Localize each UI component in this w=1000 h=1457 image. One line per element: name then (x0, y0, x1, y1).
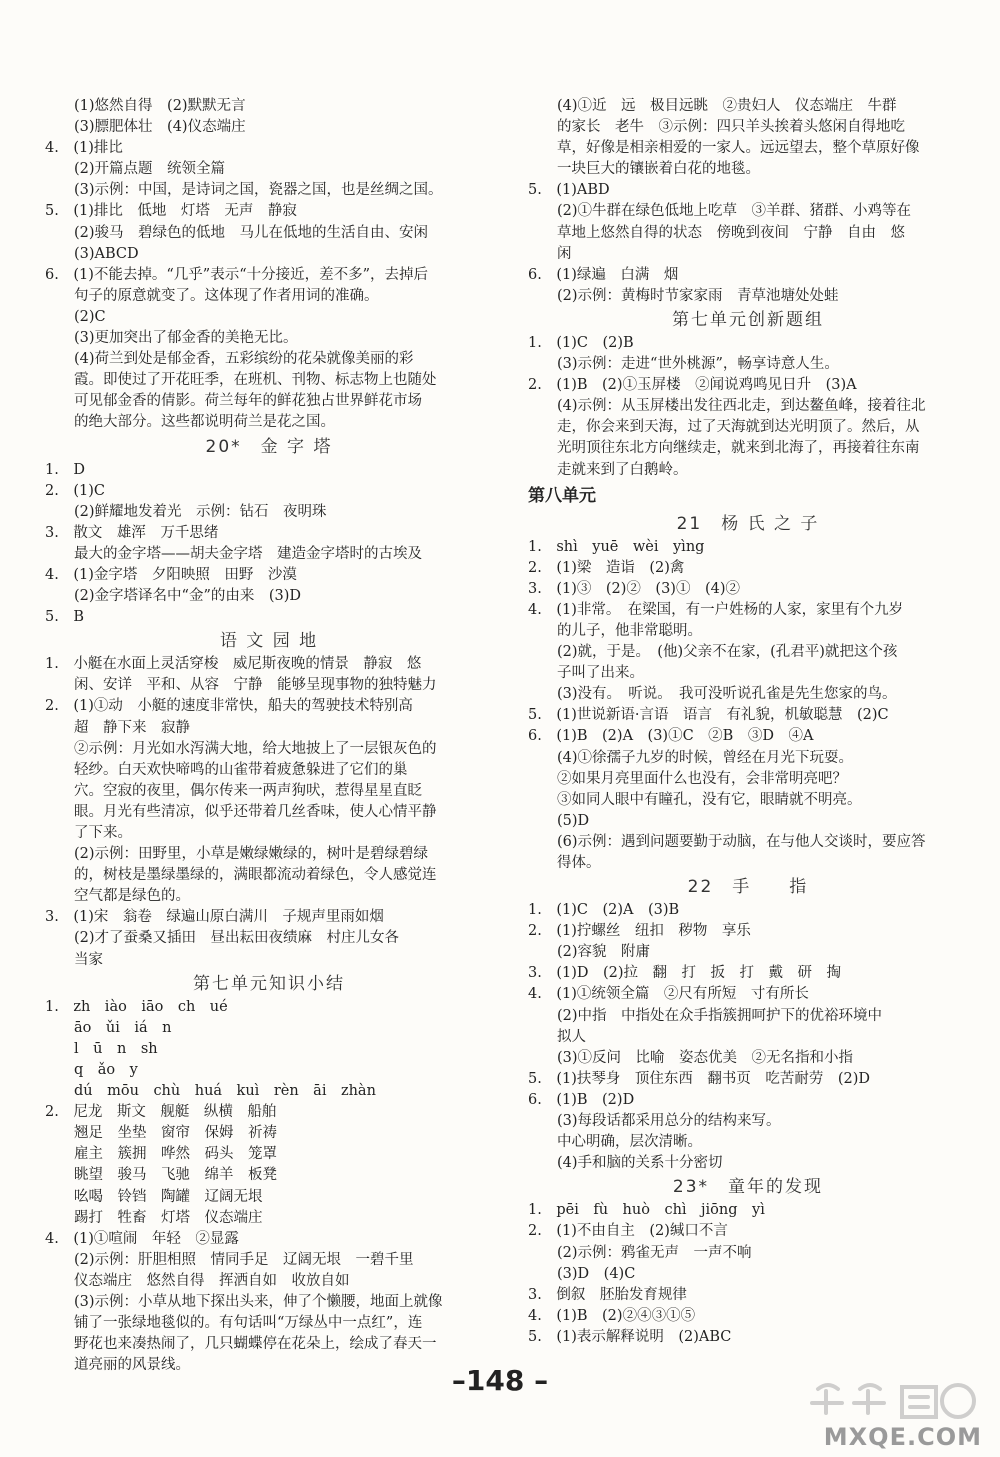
answer-line: 2. (1)不由自主 (2)缄口不言 (528, 1223, 728, 1240)
answer-line: 5. (1)ABD (528, 182, 610, 199)
answer-line: 6. (1)B (2)D (528, 1091, 635, 1108)
answer-line: l ū n sh (45, 1040, 158, 1057)
answer-line: 3. (1)D (2)拉 翻 打 扳 打 戴 研 掏 (528, 965, 842, 982)
answer-line: 闲 (528, 245, 572, 262)
answer-line: (2)示例：黄梅时节家家雨 青草池塘处处蛙 (528, 287, 839, 304)
answer-line: 走就来到了白鹅岭。 (528, 461, 688, 478)
answer-line: 5. (1)表示解释说明 (2)ABC (528, 1328, 732, 1345)
answer-line: (2)开篇点题 统领全篇 (45, 161, 226, 178)
answer-line: 中心明确，层次清晰。 (528, 1134, 702, 1151)
answer-line: 吆喝 铃铛 陶罐 辽阔无垠 (45, 1188, 263, 1205)
answer-line: (3)更加突出了郁金香的美艳无比。 (45, 330, 298, 347)
answer-line: 2. 尼龙 斯文 舰艇 纵横 船舶 (45, 1104, 277, 1121)
answer-line: 4. (1)①统领全篇 ②尺有所短 寸有所长 (528, 986, 809, 1003)
answer-line: 子叫了出来。 (528, 665, 644, 682)
answer-line: 闲、安详 平和、从容 宁静 能够呈现事物的独特魅力 (45, 677, 437, 694)
answer-line: 铺了一张绿地毯似的。有句话叫“万绿丛中一点红”，连 (45, 1315, 423, 1332)
section-title: 20* 金 字 塔 (205, 436, 333, 457)
answer-line: 4. (1)排比 (45, 140, 123, 157)
answer-line: 4. (1)B (2)②④③①⑤ (528, 1307, 696, 1324)
answer-line: 5. (1)世说新语·言语 语言 有礼貌，机敏聪慧 (2)C (528, 707, 889, 724)
answer-line: 的绝大部分。这些都说明荷兰是花之国。 (45, 414, 335, 431)
answer-line: (3)D (4)C (528, 1265, 636, 1282)
answer-line: 草，好像是相亲相爱的一家人。远远望去，整个草原好像 (528, 140, 920, 157)
answer-line: 的，树枝是墨绿墨绿的，满眼都流动着绿色，令人感觉连 (45, 867, 437, 884)
answer-line: 4. (1)非常。 在梁国，有一户姓杨的人家，家里有个九岁 (528, 601, 904, 618)
answer-line: (2)示例：鸦雀无声 一声不响 (528, 1244, 752, 1261)
answer-line: 1. (1)C (2)A (3)B (528, 902, 680, 919)
answer-line: 1. shì yuē wèi yìng (528, 538, 705, 555)
answer-line: (5)D (528, 812, 590, 829)
answer-line: 道亮丽的风景线。 (45, 1357, 190, 1374)
answer-line: (2)骏马 碧绿色的低地 马儿在低地的生活自由、安闲 (45, 224, 429, 241)
answer-line: (2)就，于是。 (他)父亲不在家，(孔君平)就把这个孩 (528, 644, 898, 661)
answer-line: 光明顶往东北方向继续走，就来到北海了，再接着往东南 (528, 440, 920, 457)
answer-line: 6. (1)绿遍 白满 烟 (528, 266, 679, 283)
answer-line: 3. (1)③ (2)② (3)① (4)② (528, 580, 740, 597)
answer-line: 1. pēi fù huò chì jiōng yì (528, 1202, 765, 1219)
answer-line: 4. (1)①喧闹 年轻 ②显露 (45, 1230, 239, 1247)
answer-line: (2)中指 中指处在众手指簇拥呵护下的优裕环境中 (528, 1007, 883, 1024)
answer-line: 5. (1)扶琴身 顶住东西 翻书页 吃苦耐劳 (2)D (528, 1070, 871, 1087)
answer-line: 轻纱。白天欢快啼鸣的山雀带着疲惫躲进了它们的巢 (45, 761, 408, 778)
answer-line: (4)荷兰到处是郁金香，五彩缤纷的花朵就像美丽的彩 (45, 351, 414, 368)
answer-line: (3)①反问 比喻 姿态优美 ②无名指和小指 (528, 1049, 854, 1066)
answer-line: (2)示例：肝胆相照 情同手足 辽阔无垠 一碧千里 (45, 1251, 414, 1268)
answer-line: 走，你会来到天海，过了天海就到达光明顶了。然后，从 (528, 419, 920, 436)
answer-line: 超 静下来 寂静 (45, 719, 190, 736)
answer-line: 的儿子，他非常聪明。 (528, 622, 702, 639)
section-title: 21 杨 氏 之 子 (676, 513, 820, 534)
answer-line: ②如果月亮里面什么也没有，会非常明亮吧？ (528, 770, 847, 787)
answer-line: 的家长 老牛 ③示例：四只羊头挨着头悠闲自得地吃 (528, 119, 905, 136)
answer-line: ③如同人眼中有瞳孔，没有它，眼睛就不明亮。 (528, 791, 862, 808)
section-title: 22 手 指 (687, 877, 809, 898)
answer-line: 得体。 (528, 855, 601, 871)
answer-line: āo ǔi iá n (45, 1019, 172, 1036)
answer-line: dú mōu chù huá kuì rèn āi zhàn (45, 1083, 376, 1100)
answer-line: q ǎo y (45, 1061, 138, 1078)
answer-line: 4. (1)金字塔 夕阳映照 田野 沙漠 (45, 566, 297, 583)
answer-line: (2)C (45, 308, 106, 325)
answer-line: 3. 散文 雄浑 万千思绪 (45, 524, 219, 541)
answer-line: 眺望 骏马 飞驰 绵羊 板凳 (45, 1167, 277, 1184)
answer-line: 拟人 (528, 1028, 586, 1045)
answer-line: 2. (1)B (2)①玉屏楼 ②闻说鸡鸣见日升 (3)A (528, 377, 857, 394)
answer-line: (4)①徐孺子九岁的时候，曾经在月光下玩耍。 (528, 749, 854, 766)
answer-line: 2. (1)C (45, 482, 105, 499)
answer-line: 空气都是绿色的。 (45, 888, 190, 905)
answer-line: (4)①近 远 极目远眺 ②贵妇人 仪态端庄 牛群 (528, 98, 897, 114)
page-number: –148 – (451, 1364, 549, 1397)
answer-line: 6. (1)B (2)A (3)①C ②B ③D ④A (528, 728, 814, 745)
answer-line: (3)没有。 听说。 我可没听说孔雀是先生您家的鸟。 (528, 686, 897, 703)
answer-line: 一块巨大的镶嵌着白花的地毯。 (528, 161, 760, 178)
answer-line: 霞。即使过了开花旺季，在班机、刊物、标志物上也随处 (45, 372, 437, 389)
answer-line: 6. (1)不能去掉。“几乎”表示“十分接近，差不多”，去掉后 (45, 266, 429, 283)
answer-line: (2)金字塔译名中“金”的由来 (3)D (45, 588, 302, 605)
answer-line: 野花也来凑热闹了，几只蝴蝶停在花朵上，绘成了春天一 (45, 1336, 437, 1353)
answer-line: (2)①牛群在绿色低地上吃草 ③羊群、猪群、小鸡等在 (528, 203, 912, 220)
answer-line: 1. (1)C (2)B (528, 334, 634, 351)
answer-line: 句子的原意就变了。这体现了作者用词的准确。 (45, 287, 379, 304)
answer-line: 5. (1)排比 低地 灯塔 无声 静寂 (45, 203, 297, 220)
answer-line: 1. 小艇在水面上灵活穿梭 威尼斯夜晚的情景 静寂 悠 (45, 656, 422, 673)
section-title: 第七单元创新题组 (672, 309, 824, 330)
unit-heading: 第八单元 (528, 485, 596, 506)
answer-line: 雇主 簇拥 哗然 码头 笼罩 (45, 1146, 277, 1163)
answer-line: 1. D (45, 461, 85, 478)
answer-line: 翘足 坐垫 窗帘 保姆 祈祷 (45, 1125, 277, 1142)
answer-line: 2. (1)①动 小艇的速度非常快，船夫的驾驶技术特别高 (45, 698, 413, 715)
answer-line: (2)示例：田野里，小草是嫩绿嫩绿的，树叶是碧绿碧绿 (45, 846, 429, 863)
answer-line: 2. (1)梁 造诣 (2)禽 (528, 559, 685, 576)
answer-line: 穴。空寂的夜里，偶尔传来一两声狗吠，惹得星星直眨 (45, 782, 422, 799)
answer-line: (6)示例：遇到问题要勤于动脑，在与他人交谈时，要应答 (528, 833, 926, 850)
right-column (528, 96, 968, 1348)
section-title: 第七单元知识小结 (193, 973, 345, 994)
watermark-text: MXQE.COM (823, 1423, 982, 1451)
answer-line: ②示例：月光如水泻满大地，给大地披上了一层银灰色的 (45, 740, 437, 757)
answer-line: 3. 倒叙 胚胎发育规律 (528, 1286, 687, 1303)
left-column (45, 96, 493, 1376)
answer-line: 1. zh iào iāo ch ué (45, 998, 228, 1015)
answer-line: 当家 (45, 951, 103, 968)
answer-line: 眼。月光有些清凉，似乎还带着几丝香味，使人心情平静 (45, 803, 437, 820)
answer-line: (3)每段话都采用总分的结构来写。 (528, 1113, 781, 1130)
answer-line: 可见郁金香的倩影。荷兰每年的鲜花独占世界鲜花市场 (45, 393, 422, 410)
answer-line: 2. (1)拧螺丝 纽扣 秽物 享乐 (528, 923, 751, 940)
answer-line: (3)ABCD (45, 245, 139, 262)
answer-line: 5. B (45, 609, 84, 626)
answer-line: (4)示例：从玉屏楼出发往西北走，到达鳌鱼峰，接着往北 (528, 398, 926, 415)
answer-line: 了下来。 (45, 825, 132, 841)
section-title: 23* 童年的发现 (672, 1177, 824, 1198)
answer-line: (2)才了蚕桑又插田 昼出耘田夜绩麻 村庄儿女各 (45, 930, 400, 947)
answer-line: 踢打 牲畜 灯塔 仪态端庄 (45, 1209, 263, 1226)
answer-line: 3. (1)宋 翁卷 绿遍山原白满川 子规声里雨如烟 (45, 909, 384, 926)
answer-line: (2)容貌 附庸 (528, 944, 651, 961)
answer-line: (3)示例：走进“世外桃源”，畅享诗意人生。 (528, 356, 839, 373)
answer-line: 最大的金字塔——胡夫金字塔 建造金字塔时的古埃及 (45, 545, 422, 562)
answer-line: (3)膘肥体壮 (4)仪态端庄 (45, 119, 246, 136)
answer-line: (2)鲜耀地发着光 示例：钻石 夜明珠 (45, 503, 327, 520)
answer-line: (3)示例：小草从地下探出头来，伸了个懒腰，地面上就像 (45, 1293, 443, 1310)
answer-line: (4)手和脑的关系十分密切 (528, 1155, 723, 1172)
section-title: 语 文 园 地 (219, 631, 319, 652)
answer-line: 草地上悠然自得的状态 傍晚到夜间 宁静 自由 悠 (528, 224, 905, 241)
answer-line: (3)示例：中国，是诗词之国，瓷器之国，也是丝绸之国。 (45, 182, 443, 199)
answer-line: (1)悠然自得 (2)默默无言 (45, 98, 246, 114)
answer-line: 仪态端庄 悠然自得 挥洒自如 收放自如 (45, 1272, 350, 1289)
